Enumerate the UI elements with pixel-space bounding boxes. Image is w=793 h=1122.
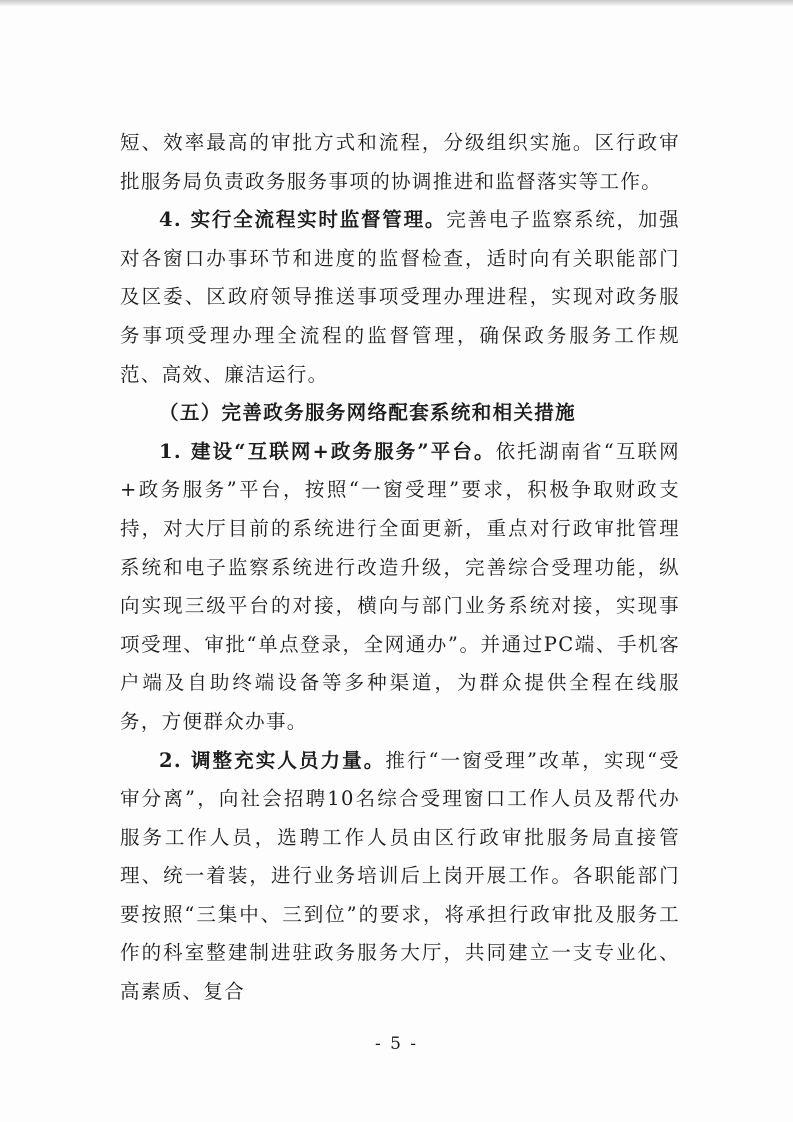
page-number: - 5 - — [374, 1034, 419, 1054]
item-lead: 2. 调整充实人员力量。 — [159, 748, 386, 772]
body-text — [120, 124, 680, 1012]
paragraph-text: 推行“一窗受理”改革，实现“受审分离”，向社会招聘10名综合受理窗口工作人员及帮代办服务工作人员，选聘工作人员由区行政审批服务局直接管理、统一着装，进行业务培训后上岗开展工作。各职能部门要按照“三集中、三到位”的要求，将承担行政审批及服务工作的科室整建制进驻政务服务大厅，共同建立一支专业化、高素质、复合 — [120, 748, 680, 1004]
section-heading: （五）完善政务服务网络配套系统和相关措施 — [159, 401, 577, 425]
paragraph-text: 短、效率最高的审批方式和流程，分级组织实施。区行政审批服务局负责政务服务事项的协调推进和监督落实等工作。 — [120, 131, 680, 193]
paragraph-text: 完善电子监察系统，加强对各窗口办事环节和进度的监督检查，适时向有关职能部门及区委、区政府领导推送事项受理办理进程，实现对政务服务事项受理办理全流程的监督管理，确保政务服务工作规范、高效、廉洁运行。 — [120, 208, 680, 386]
item-lead: 1. 建设“互联网+政务服务”平台。 — [159, 439, 496, 463]
paragraph-item-4 — [120, 201, 680, 394]
paragraph-item-1 — [120, 433, 680, 742]
paragraph-item-2 — [120, 742, 680, 1012]
paragraph-text: 依托湖南省“互联网+政务服务”平台，按照“一窗受理”要求，积极争取财政支持，对大厅目前的系统进行全面更新，重点对行政审批管理系统和电子监察系统进行改造升级，完善综合受理功能，纵向实现三级平台的对接，横向与部门业务系统对接，实现事项受理、审批“单点登录，全网通办”。并通过PC端、手机客户端及自助终端设备等多种渠道，为群众提供全程在线服务，方便群众办事。 — [120, 439, 680, 733]
scan-edge — [0, 0, 793, 6]
paragraph-continued — [120, 124, 680, 201]
item-lead: 4. 实行全流程实时监督管理。 — [159, 208, 447, 232]
